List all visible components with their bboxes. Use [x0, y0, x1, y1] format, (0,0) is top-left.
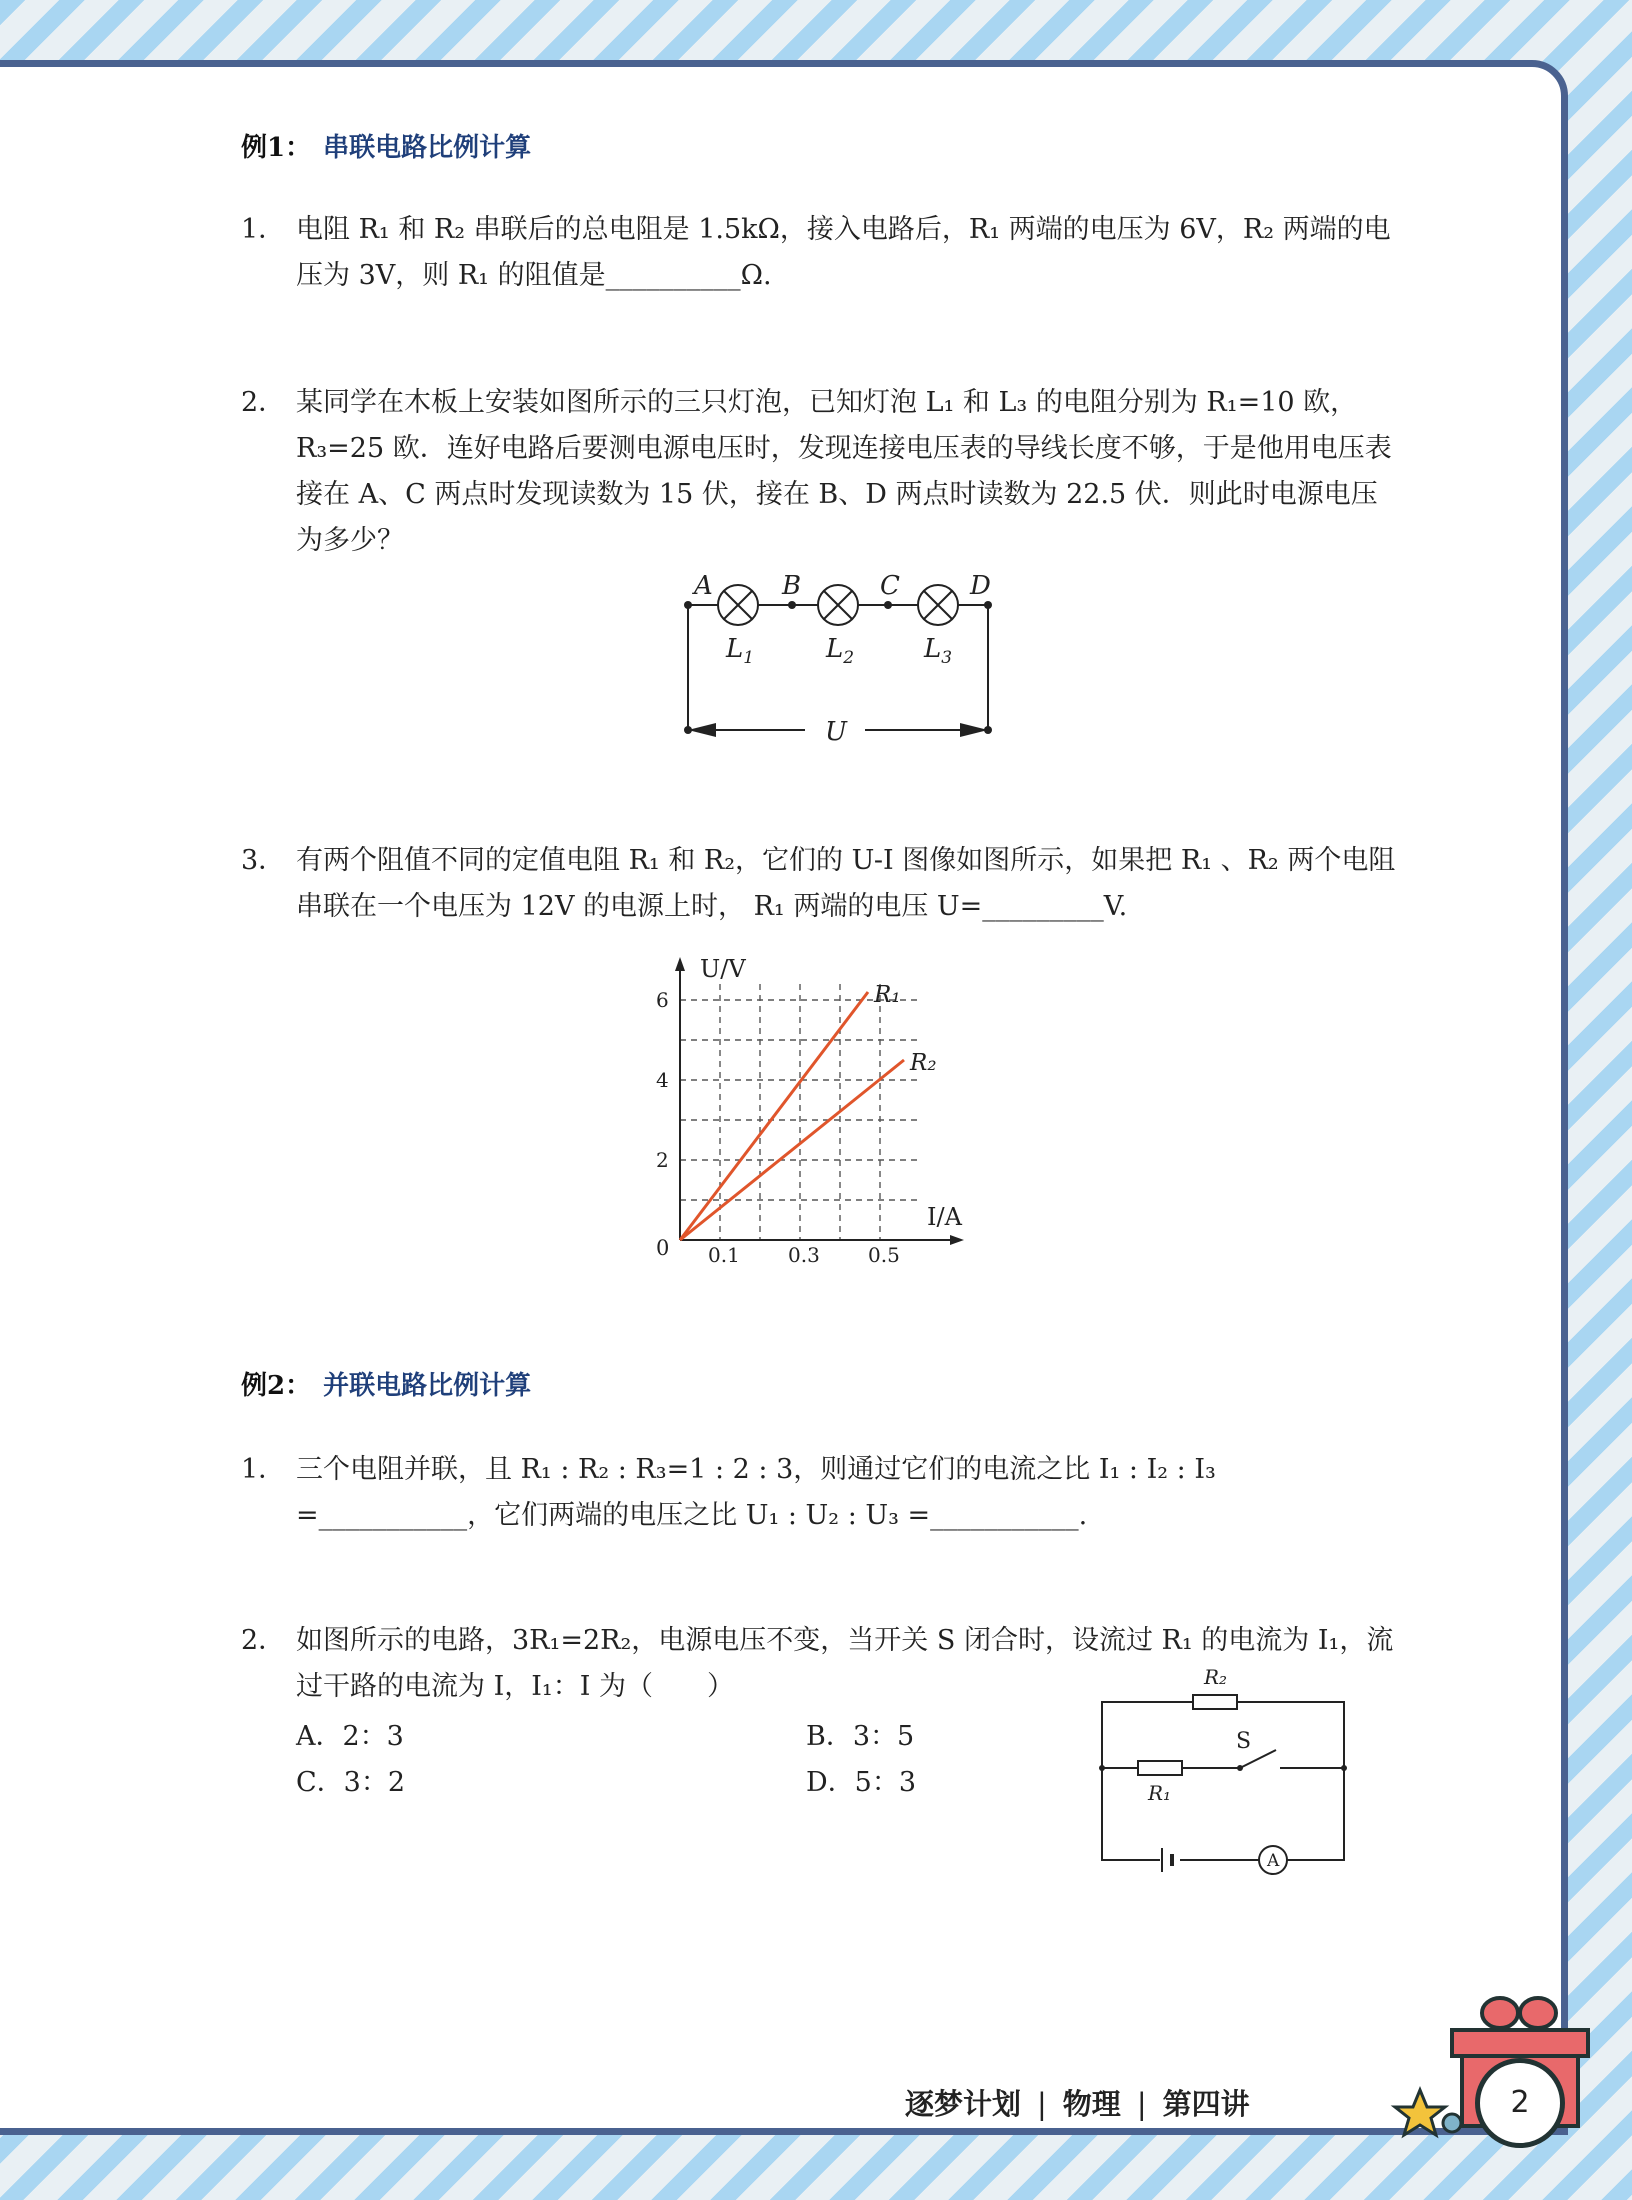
x-tick-label: 0.1 [708, 1243, 740, 1267]
ex1-question-2 [241, 380, 1401, 564]
question-number: 1． [241, 214, 286, 245]
question-number: 2． [241, 387, 286, 418]
option-b: B．3：5 [806, 1721, 915, 1752]
ex2-question-1 [241, 1447, 1401, 1539]
example-1-label: 例1： [241, 133, 312, 163]
point-label-b: B [782, 571, 802, 601]
question-number: 1． [241, 1454, 286, 1485]
series-label-1: R₁ [874, 982, 901, 1008]
resistor-label-r1: R₁ [1148, 1781, 1172, 1805]
footer-separator: | [1037, 2087, 1047, 2121]
lamp-label-l3: $L_3$ [924, 634, 953, 668]
series-line-2 [680, 1060, 904, 1240]
x-tick-label: 0.5 [868, 1243, 900, 1267]
point-label-c: C [880, 571, 900, 601]
ui-graph-chart [640, 955, 970, 1275]
question-number: 2． [241, 1625, 286, 1656]
x-axis-label: I/A [927, 1203, 962, 1231]
lamp-label-l2: $L_2$ [826, 634, 855, 668]
footer-separator: | [1136, 2087, 1147, 2121]
y-tick-label: 2 [656, 1148, 669, 1172]
example-2-title: 并联电路比例计算 [323, 1371, 532, 1401]
question-text: 三个电阻并联，且 R₁ : R₂ : R₃=1 : 2 : 3，则通过它们的电流之比 I₁ : I₂ : I₃ =___________，它们两端的电压之比 U₁ : U₂ : U₃ =___________. [296, 1454, 1216, 1531]
option-a: A．2：3 [296, 1721, 404, 1752]
y-tick-label: 4 [656, 1068, 669, 1092]
ammeter-label: A [1267, 1851, 1280, 1871]
y-axis-label: U/V [700, 955, 746, 983]
lamp-label-l1: $L_1$ [726, 634, 755, 668]
example-2-label: 例2： [241, 1371, 312, 1401]
page-number: 2 [1475, 2058, 1565, 2148]
x-tick-label: 0.3 [788, 1243, 820, 1267]
question-text: 如图所示的电路，3R₁=2R₂，电源电压不变，当开关 S 闭合时，设流过 R₁ 的电流为 I₁，流过干路的电流为 I，I₁：I 为（ ） [296, 1625, 1394, 1702]
point-label-a: A [694, 571, 713, 601]
option-c: C．3：2 [296, 1767, 406, 1798]
footer-course-label [905, 2082, 1250, 2123]
example-2-heading [241, 1365, 531, 1402]
question-number: 3． [241, 845, 286, 876]
point-label-d: D [970, 571, 991, 601]
footer-plan: 逐梦计划 [905, 2087, 1022, 2121]
example-1-heading [241, 127, 531, 164]
option-d: D．5：3 [806, 1767, 917, 1798]
question-text: 某同学在木板上安装如图所示的三只灯泡，已知灯泡 L₁ 和 L₃ 的电阻分别为 R₁=10 欧， R₃=25 欧．连好电路后要测电源电压时，发现连接电压表的导线长度不够，于是他用电压表接在 A、C 两点时发现读数为 15 伏，接在 B、D 两点时读数为 22.5 伏．则此时电源电压为多少？ [296, 387, 1392, 556]
question-text: 有两个阻值不同的定值电阻 R₁ 和 R₂，它们的 U-I 图像如图所示，如果把 R₁ 、R₂ 两个电阻串联在一个电压为 12V 的电源上时， R₁ 两端的电压 U=_________V. [296, 845, 1396, 922]
question-text: 电阻 R₁ 和 R₂ 串联后的总电阻是 1.5kΩ，接入电路后，R₁ 两端的电压为 6V，R₂ 两端的电压为 3V，则 R₁ 的阻值是__________Ω. [296, 214, 1391, 291]
lamp-circuit-diagram [670, 565, 1010, 755]
voltage-label-u: U [825, 717, 847, 747]
example-1-title: 串联电路比例计算 [323, 133, 532, 163]
switch-label-s: S [1236, 1729, 1252, 1754]
origin-label: 0 [656, 1236, 670, 1260]
footer-lecture: 第四讲 [1162, 2087, 1250, 2121]
ex1-question-1 [241, 207, 1401, 299]
parallel-circuit-diagram [1090, 1660, 1355, 1875]
resistor-label-r2: R₂ [1204, 1665, 1228, 1689]
ex1-question-3 [241, 838, 1401, 930]
footer-subject: 物理 [1062, 2087, 1121, 2121]
star-icon [1395, 2090, 1445, 2135]
y-tick-label: 6 [656, 988, 669, 1012]
series-label-2: R₂ [910, 1050, 937, 1076]
